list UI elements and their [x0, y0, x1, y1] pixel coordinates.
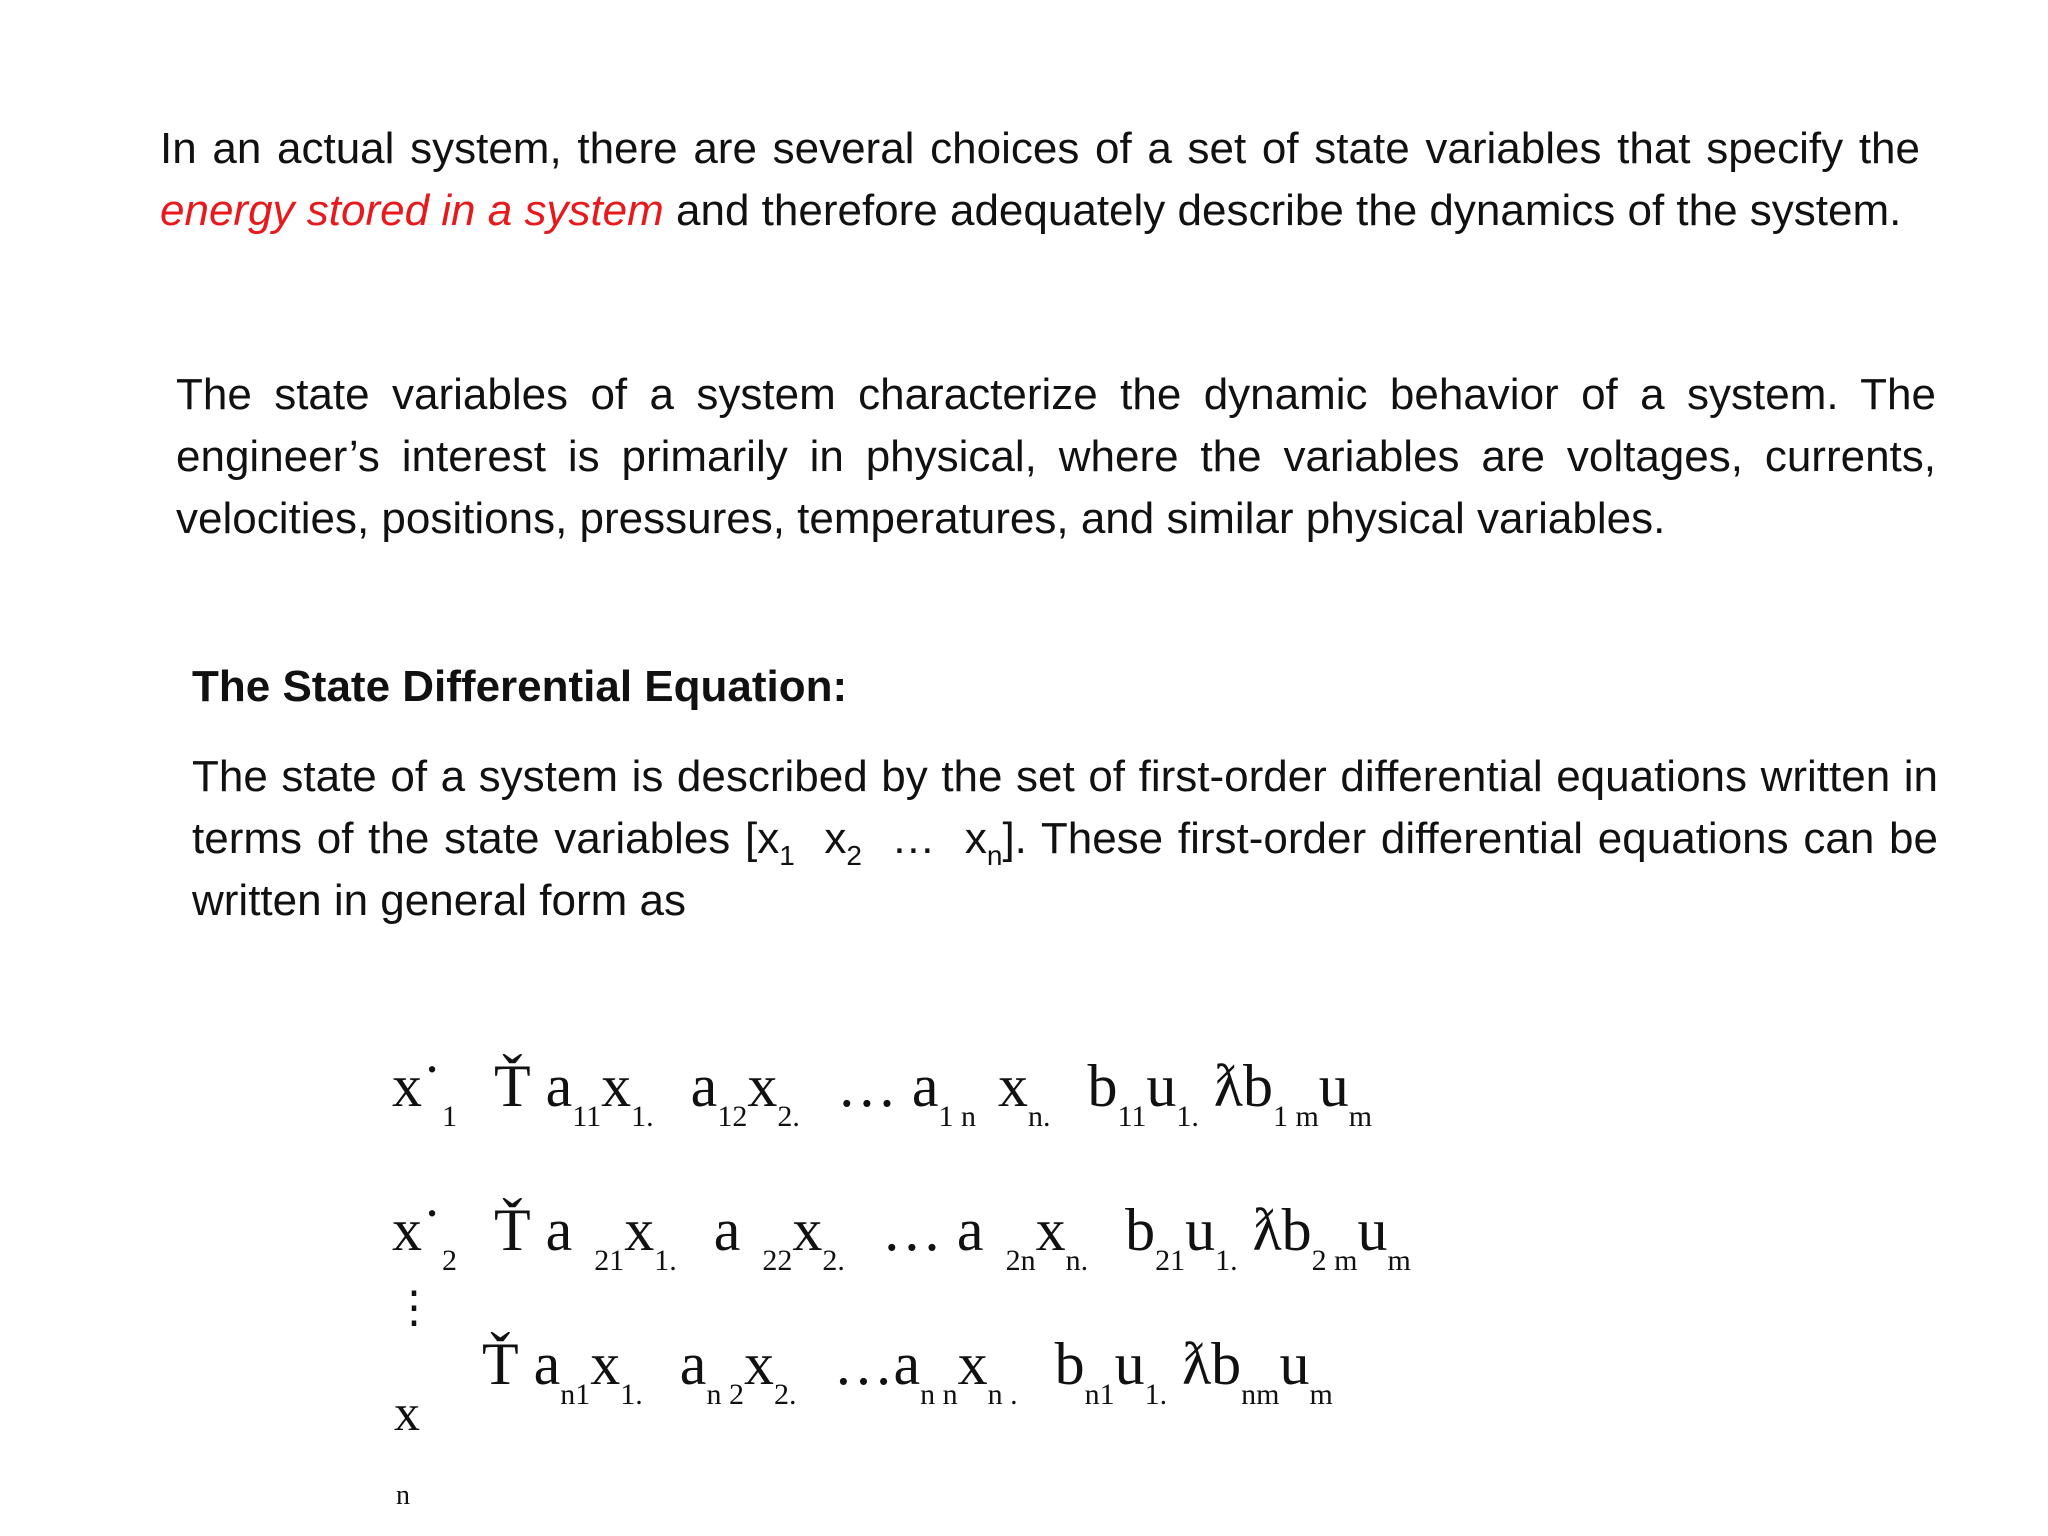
eq3-term3-x-sub: n . — [987, 1378, 1018, 1411]
eq1-lhs-sub: 1 — [441, 1100, 457, 1133]
eq3-term1-sub: n1 — [560, 1378, 591, 1411]
eq1-lhs: x˙ — [392, 1053, 442, 1119]
eq2-term2-sub: 22 — [762, 1244, 793, 1277]
eq2-plus-glyph: ƛ — [1252, 1197, 1282, 1263]
eq3-lhs: x — [394, 1385, 420, 1442]
p3-text-mid1: x — [794, 814, 847, 863]
eq2-term5-u-sub: m — [1387, 1244, 1411, 1277]
eq1-ellipsis: … — [836, 1053, 897, 1119]
eq3-term3: a — [893, 1331, 921, 1397]
eq1-term4-u-sub: 1. — [1176, 1100, 1199, 1133]
eq2-term5-u: u — [1357, 1197, 1388, 1263]
eq1-equals-sign: Ť — [493, 1053, 531, 1119]
eq1-term5: b — [1242, 1053, 1273, 1119]
equation-n — [482, 1330, 1333, 1412]
eq2-term2-x-sub: 2. — [822, 1244, 845, 1277]
eq3-term1-x-sub: 1. — [620, 1378, 643, 1411]
eq1-term1-x-sub: 1. — [631, 1100, 654, 1133]
eq2-equals-sign: Ť — [493, 1197, 531, 1263]
eq1-term4-sub: 11 — [1117, 1100, 1147, 1133]
eq3-term2-sub: n 2 — [706, 1378, 744, 1411]
equation-2 — [392, 1196, 1411, 1278]
eq3-term3-x: x — [957, 1331, 988, 1397]
eq3-lhs-sub: n — [396, 1480, 410, 1511]
paragraph-state-variables: The state variables of a system characterize the dynamic behavior of a system. The engineer’s interest is primarily in physical, where the variables are voltages, currents, velocities, positions, pressures, temperatures, and similar physical variables. — [176, 370, 1936, 543]
eq3-term4-u-sub: 1. — [1144, 1378, 1168, 1411]
eq1-term2: a — [690, 1053, 718, 1119]
paragraph1-text-before: In an actual system, there are several choices of a set of state variables that specify the — [160, 124, 1920, 173]
eq2-term5: b — [1281, 1197, 1312, 1263]
eq3-equals-sign: Ť — [482, 1331, 519, 1397]
eq2-term3: a — [956, 1197, 984, 1263]
eq3-ellipsis: … — [833, 1331, 894, 1397]
eq1-term5-sub: 1 m — [1272, 1100, 1319, 1133]
eq1-term1-x: x — [601, 1053, 632, 1119]
eq2-term4-u-sub: 1. — [1215, 1244, 1238, 1277]
eq3-term1-x: x — [590, 1331, 621, 1397]
eq2-term1: a — [545, 1197, 573, 1263]
eq3-term2-x-sub: 2. — [773, 1378, 797, 1411]
eq2-term4: b — [1125, 1197, 1156, 1263]
eq3-term1: a — [533, 1331, 561, 1397]
eq1-term5-u: u — [1318, 1053, 1349, 1119]
eq2-term5-sub: 2 m — [1311, 1244, 1358, 1277]
eq1-term2-sub: 12 — [717, 1100, 748, 1133]
eq2-term1-x: x — [624, 1197, 655, 1263]
paragraph-state-equation-intro — [192, 746, 1938, 932]
vertical-ellipsis: ⋮ — [392, 1283, 436, 1332]
eq2-term1-sub: 21 — [594, 1244, 625, 1277]
p3-text-mid2: … x — [861, 814, 987, 863]
eq3-term4-u: u — [1114, 1331, 1145, 1397]
eq1-term1-sub: 11 — [572, 1100, 602, 1133]
p3-text-before: The state of a system is described by the set of first-order differential equations written in terms of the state variables [x — [192, 752, 1938, 863]
eq3-term5-u-sub: m — [1309, 1378, 1333, 1411]
eq2-term4-sub: 21 — [1155, 1244, 1186, 1277]
equation-1 — [392, 1052, 1372, 1134]
eq1-term2-x: x — [747, 1053, 778, 1119]
paragraph1-text-after: and therefore adequately describe the dynamics of the system. — [663, 186, 1902, 235]
p3-sub-1: 1 — [779, 840, 795, 871]
eq3-term2: a — [679, 1331, 707, 1397]
paragraph-energy-stored — [160, 118, 1920, 242]
eq1-term2-x-sub: 2. — [777, 1100, 800, 1133]
eq2-ellipsis: … — [881, 1197, 942, 1263]
eq1-term3-sub: 1 n — [938, 1100, 976, 1133]
eq2-term3-x: x — [1035, 1197, 1066, 1263]
eq1-term3-x: x — [997, 1053, 1028, 1119]
eq3-plus-glyph: ƛ — [1182, 1331, 1212, 1397]
eq1-term1: a — [545, 1053, 573, 1119]
eq2-lhs-sub: 2 — [441, 1244, 457, 1277]
eq2-term1-x-sub: 1. — [654, 1244, 677, 1277]
eq3-term5-u: u — [1279, 1331, 1310, 1397]
eq2-term3-sub: 2n — [1005, 1244, 1036, 1277]
eq1-term5-u-sub: m — [1348, 1100, 1373, 1133]
highlighted-phrase: energy stored in a system — [160, 186, 664, 235]
eq1-term3-x-sub: n. — [1027, 1100, 1051, 1133]
eq2-term3-x-sub: n. — [1065, 1244, 1089, 1277]
eq2-term4-u: u — [1185, 1197, 1216, 1263]
eq3-term4-sub: n1 — [1084, 1378, 1115, 1411]
p3-sub-2: 2 — [846, 840, 862, 871]
p3-text-after: ]. These first-order differential equations can be written in general form as — [192, 814, 1938, 925]
eq3-term2-x: x — [743, 1331, 774, 1397]
eq1-plus-glyph: ƛ — [1213, 1053, 1243, 1119]
eq1-term4: b — [1087, 1053, 1118, 1119]
eq2-lhs: x˙ — [392, 1197, 442, 1263]
eq1-term4-u: u — [1146, 1053, 1177, 1119]
eq3-term3-sub: n n — [920, 1378, 958, 1411]
p3-sub-n: n — [986, 840, 1003, 871]
eq2-term2: a — [713, 1197, 741, 1263]
eq1-term3: a — [911, 1053, 939, 1119]
eq3-term5: b — [1211, 1331, 1242, 1397]
section-heading: The State Differential Equation: — [192, 662, 848, 711]
eq3-term5-sub: nm — [1241, 1378, 1280, 1411]
eq3-term4: b — [1054, 1331, 1085, 1397]
eq2-term2-x: x — [792, 1197, 823, 1263]
